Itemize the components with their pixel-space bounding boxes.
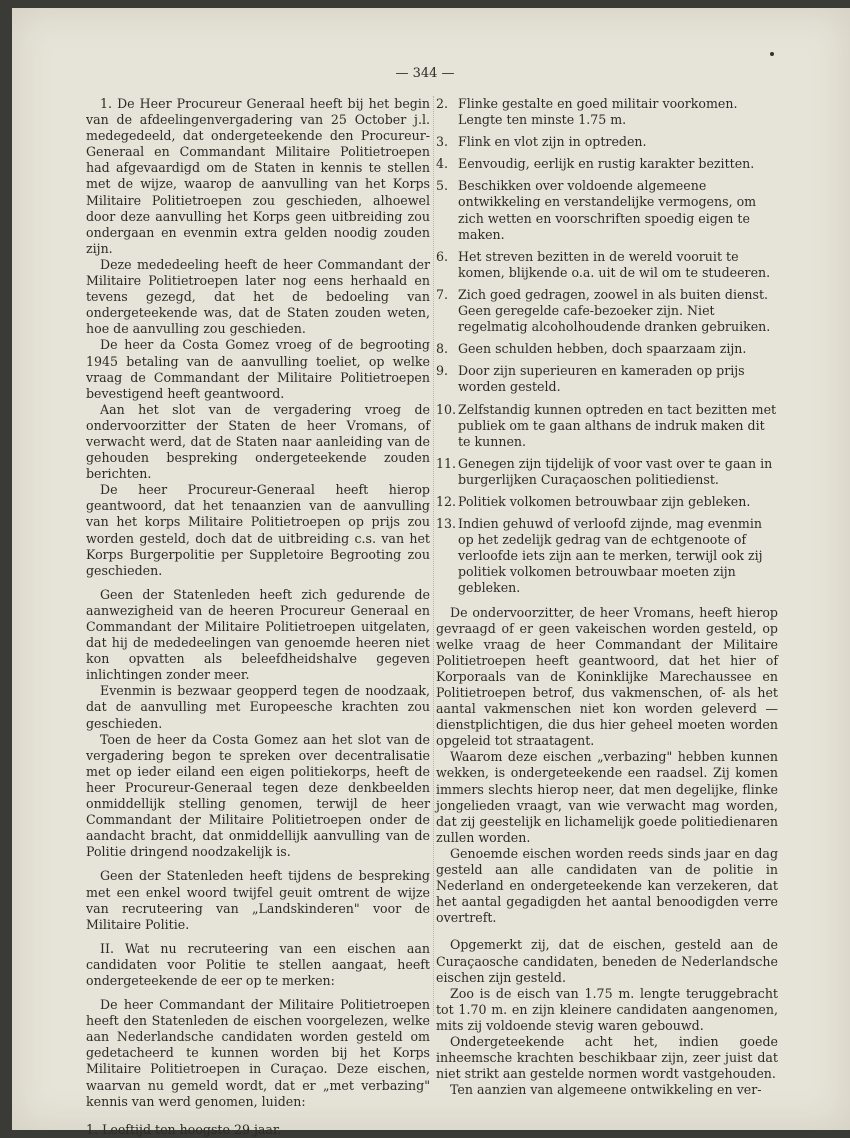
paragraph: Waarom deze eischen „verbazing" hebben kunnen wekken, is ondergeteekende een raadsel. Zij komen immers slechts hierop neer, dat men degelijke, flinke jongelieden vraagt, van wie verwacht mag worden, dat zij geestelijk en lichamelijk goede politiedienaren zullen worden. [436, 749, 778, 845]
paragraph: Aan het slot van de vergadering vroeg de ondervoorzitter der Staten de heer Vromans, of verwacht werd, dat de Staten naar aanleiding van de gehouden bespreking ondergeteekende zouden berichten. [86, 401, 430, 482]
requirement-number: 2. [436, 96, 449, 111]
requirement-number: 13. [436, 516, 457, 532]
requirement-number: 4. [436, 156, 449, 172]
requirement-number: 3. [436, 134, 449, 150]
paragraph: De heer da Costa Gomez vroeg of de begrooting 1945 betaling van de aanvulling toeliet, op welke vraag de Commandant der Militaire Politietroepen bevestigend heeft geantwoord. [86, 337, 430, 401]
paragraph: Ondergeteekende acht het, indien goede inheemsche krachten beschikbaar zijn, zeer juist dat niet strikt aan gestelde normen wordt vastgehouden. [436, 1033, 778, 1082]
requirement-number: 7. [436, 286, 449, 302]
requirement-item [436, 363, 778, 395]
paragraph: II. Wat nu recruteering van een eischen aan candidaten voor Politie te stellen aangaat, heeft ondergeteekende de eer op te merken: [86, 940, 430, 988]
paragraph: Toen de heer da Costa Gomez aan het slot van de vergadering begon te spreken over decentralisatie met op ieder eiland een eigen politiekorps, heeft de heer Procureur-Generaal tegen deze denkbeelden onmiddellijk stelling genomen, terwijl de heer Commandant der Militaire Politietroepen onder de aandacht bracht, dat onmiddellijk aanvulling van de Politie dringend noodzakelijk is. [86, 731, 430, 860]
requirement-item [436, 456, 778, 488]
requirement-item [436, 494, 778, 510]
requirement-item [436, 96, 778, 128]
paragraph: Deze mededeeling heeft de heer Commandant der Militaire Politietroepen later nog eens herhaald en tevens gezegd, dat het de bedoeling van ondergeteekende was, dat de Staten zouden weten, hoe de aanvulling zou geschieden. [86, 256, 430, 337]
requirement-text: Flinke gestalte en goed militair voorkomen. Lengte ten minste 1.75 m. [458, 96, 738, 128]
paragraph: De ondervoorzitter, de heer Vromans, heeft hierop gevraagd of er geen vakeischen worden gesteld, op welke vraag de heer Commandant der Militaire Politietroepen heeft geantwoord, dat het hier of Korporaals van de Koninklijke Marechaussee en Politietroepen betrof, dus vakmenschen, of- als het aantal vakmenschen niet kon worden geleverd — dienstplichtigen, die dus hier geheel moeten worden opgeleid tot straatagent. [436, 604, 778, 749]
page-number: — 344 — [395, 66, 455, 81]
paragraph: Evenmin is bezwaar geopperd tegen de noodzaak, dat de aanvulling met Europeesche krachten zou geschieden. [86, 683, 430, 731]
requirement-item [436, 287, 778, 335]
requirement-item [436, 249, 778, 281]
requirement-text: Eenvoudig, eerlijk en rustig karakter bezitten. [458, 156, 755, 172]
requirement-number: 9. [436, 363, 449, 379]
requirement-text: Door zijn superieuren en kameraden op prijs worden gesteld. [458, 363, 745, 395]
requirement-text: Zich goed gedragen, zoowel in als buiten dienst. Geen geregelde cafe-bezoeker zijn. Niet regelmatig alcoholhoudende dranken gebruiken. [458, 286, 771, 335]
left-column [86, 96, 430, 1138]
requirement-number: 8. [436, 341, 449, 357]
requirement-item [436, 156, 778, 172]
requirement-number: 12. [436, 493, 457, 509]
requirement-text: Beschikken over voldoende algemeene ontwikkeling en verstandelijke vermogens, om zich wetten en voorschriften spoedig eigen te maken. [458, 178, 757, 242]
requirement-text: Flink en vlot zijn in optreden. [458, 134, 647, 150]
requirement-item: 1. Leeftijd ten hoogste 29 jaar. [86, 1121, 282, 1137]
paragraph: Geen der Statenleden heeft zich gedurende de aanwezigheid van de heeren Procureur Generaal en Commandant der Militaire Politietroepen uitgelaten, dat hij de mededeelingen van genoemde heeren niet kon opvatten als beleefdheidshalve gegeven inlichtingen zonder meer. [86, 586, 430, 683]
requirement-number: 5. [436, 178, 449, 194]
requirement-number: 10. [436, 401, 457, 417]
right-column [436, 96, 778, 1098]
paragraph: De heer Procureur-Generaal heeft hierop geantwoord, dat het tenaanzien van de aanvulling van het korps Militaire Politietroepen op prijs zou worden gesteld, doch dat de uitbreiding c.s. van het Korps Burgerpolitie per Suppletoire Begrooting zou geschieden. [86, 482, 430, 578]
paragraph: Zoo is de eisch van 1.75 m. lengte teruggebracht tot 1.70 m. en zijn kleinere candidaten aangenomen, mits zij voldoende stevig waren gebouwd. [436, 985, 778, 1033]
requirement-number: 6. [436, 248, 449, 264]
requirement-text: Zelfstandig kunnen optreden en tact bezitten met publiek om te gaan althans de indruk maken dit te kunnen. [458, 401, 777, 449]
paragraph: Genoemde eischen worden reeds sinds jaar en dag gesteld aan alle candidaten van de politie in Nederland en ondergeteekende kan verzekeren, dat het aantal gegadigden het aantal benoodigden verre overtreft. [436, 845, 778, 926]
requirement-text: Politiek volkomen betrouwbaar zijn gebleken. [458, 493, 751, 509]
requirement-item [436, 516, 778, 596]
requirement-item [436, 341, 778, 357]
requirement-text: Het streven bezitten in de wereld vooruit te komen, blijkende o.a. uit de wil om te studeeren. [458, 248, 771, 280]
paragraph: De heer Commandant der Militaire Politietroepen heeft den Statenleden de eischen voorgelezen, welke aan Nederlandsche candidaten worden gesteld om gedetacheerd te kunnen worden bij het Korps Militaire Politietroepen in Curaçao. Deze eischen, waarvan nu gemeld wordt, dat er „met verbazing" kennis van werd genomen, luiden: [86, 997, 430, 1109]
requirement-item [436, 134, 778, 150]
requirement-item [436, 402, 778, 450]
paragraph: Opgemerkt zij, dat de eischen, gesteld aan de Curaçaosche candidaten, beneden de Nederlandsche eischen zijn gesteld. [436, 937, 778, 985]
requirement-text: Genegen zijn tijdelijk of voor vast over te gaan in burgerlijken Curaçaoschen politiedienst. [458, 455, 773, 487]
requirement-number: 11. [436, 455, 457, 471]
paragraph: Geen der Statenleden heeft tijdens de bespreking met een enkel woord twijfel geuit omtrent de wijze van recruteering van „Landskinderen" voor de Militaire Politie. [86, 868, 430, 932]
ink-dot [770, 52, 774, 56]
requirement-text: Geen schulden hebben, doch spaarzaam zijn. [458, 341, 747, 357]
paragraph: Ten aanzien van algemeene ontwikkeling en ver- [450, 1082, 762, 1098]
requirement-text: Indien gehuwd of verloofd zijnde, mag evenmin op het zedelijk gedrag van de echtgenoote of verloofde iets zijn aan te merken, terwijl ook zij politiek volkomen betrouwbaar moeten zijn gebleken. [458, 516, 763, 596]
requirement-item [436, 178, 778, 242]
column-divider [433, 96, 434, 1016]
paragraph: 1. De Heer Procureur Generaal heeft bij het begin van de afdeelingenvergadering van 25 October j.l. medegedeeld, dat ondergeteekende den Procureur-Generaal en Commandant Militaire Politietroepen had afgevaardigd om de Staten in kennis te stellen met de wijze, waarop de aanvulling van het Korps Militaire Politietroepen zou geschieden, alhoewel door deze aanvulling het Korps geen uitbreiding zou ondergaan en evenmin extra gelden noodig zouden zijn. [86, 96, 430, 256]
